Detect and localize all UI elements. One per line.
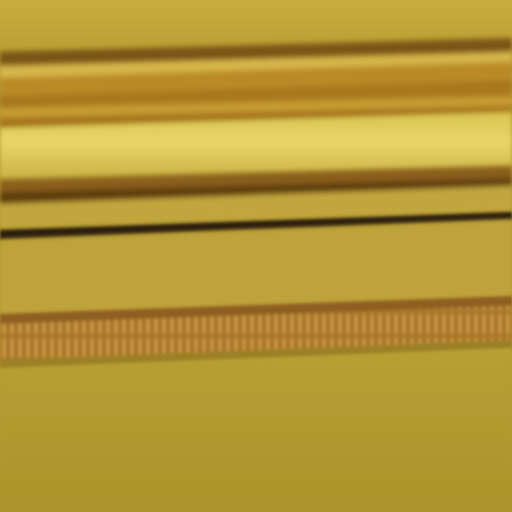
- floor-area: [0, 348, 512, 512]
